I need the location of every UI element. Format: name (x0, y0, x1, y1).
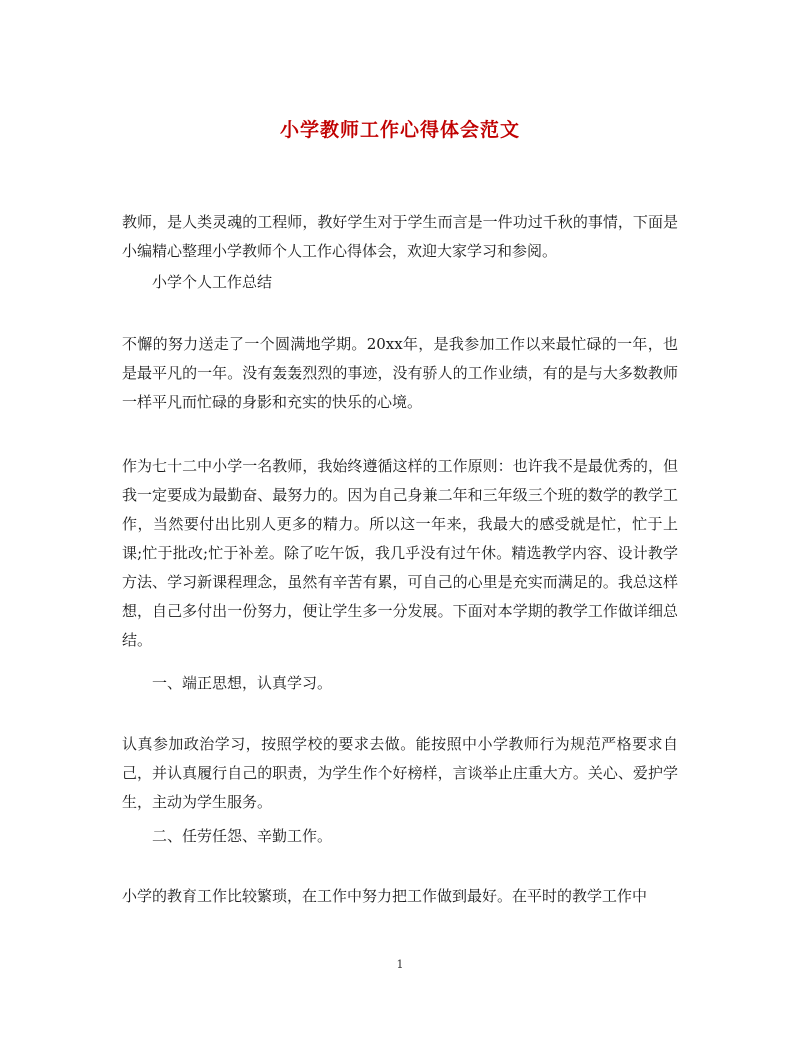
paragraph-work: 小学的教育工作比较繁琐，在工作中努力把工作做到最好。在平时的教学工作中 (122, 887, 648, 905)
paragraph-intro: 教师，是人类灵魂的工程师，教好学生对于学生而言是一件功过千秋的事情，下面是小编精心整理小学教师个人工作心得体会，欢迎大家学习和参阅。 (122, 213, 678, 260)
paragraph-summary: 不懈的努力送走了一个圆满地学期。20xx年，是我参加工作以来最忙碌的一年，也是最平凡的一年。没有轰轰烈烈的事迹，没有骄人的工作业绩，有的是与大多数教师一样平凡而忙碌的身影和充实的快乐的心境。 (122, 335, 678, 411)
subheading-2: 二、任劳任怨、辛勤工作。 (152, 827, 333, 845)
section-heading-block (122, 268, 678, 297)
paragraph-principle: 作为七十二中小学一名教师，我始终遵循这样的工作原则：也许我不是最优秀的，但我一定要成为最勤奋、最努力的。因为自己身兼二年和三年级三个班的数学的教学工作，当然要付出比别人更多的精力。所以这一年来，我最大的感受就是忙，忙于上课;忙于批改;忙于补差。除了吃午饭，我几乎没有过午休。精选教学内容、设计教学方法、学习新课程理念，虽然有辛苦有累，可自己的心里是充实而满足的。我总这样想，自己多付出一份努力，便让学生多一分发展。下面对本学期的教学工作做详细总结。 (122, 457, 678, 649)
paragraph-study: 认真参加政治学习，按照学校的要求去做。能按照中小学教师行为规范严格要求自己，并认真履行自己的职责，为学生作个好榜样，言谈举止庄重大方。关心、爱护学生，主动为学生服务。 (122, 735, 678, 811)
intro-block (122, 208, 678, 266)
document-title: 小学教师工作心得体会范文 (279, 119, 520, 141)
paragraph-block-3 (122, 452, 678, 655)
paragraph-block-5 (122, 730, 678, 817)
subheading-block-1 (122, 669, 678, 698)
subheading-block-2 (122, 822, 678, 851)
section-heading: 小学个人工作总结 (152, 273, 273, 291)
paragraph-block-2 (122, 330, 678, 417)
page-number: 1 (396, 958, 404, 971)
paragraph-block-7 (122, 882, 678, 911)
subheading-1: 一、端正思想，认真学习。 (152, 674, 333, 692)
